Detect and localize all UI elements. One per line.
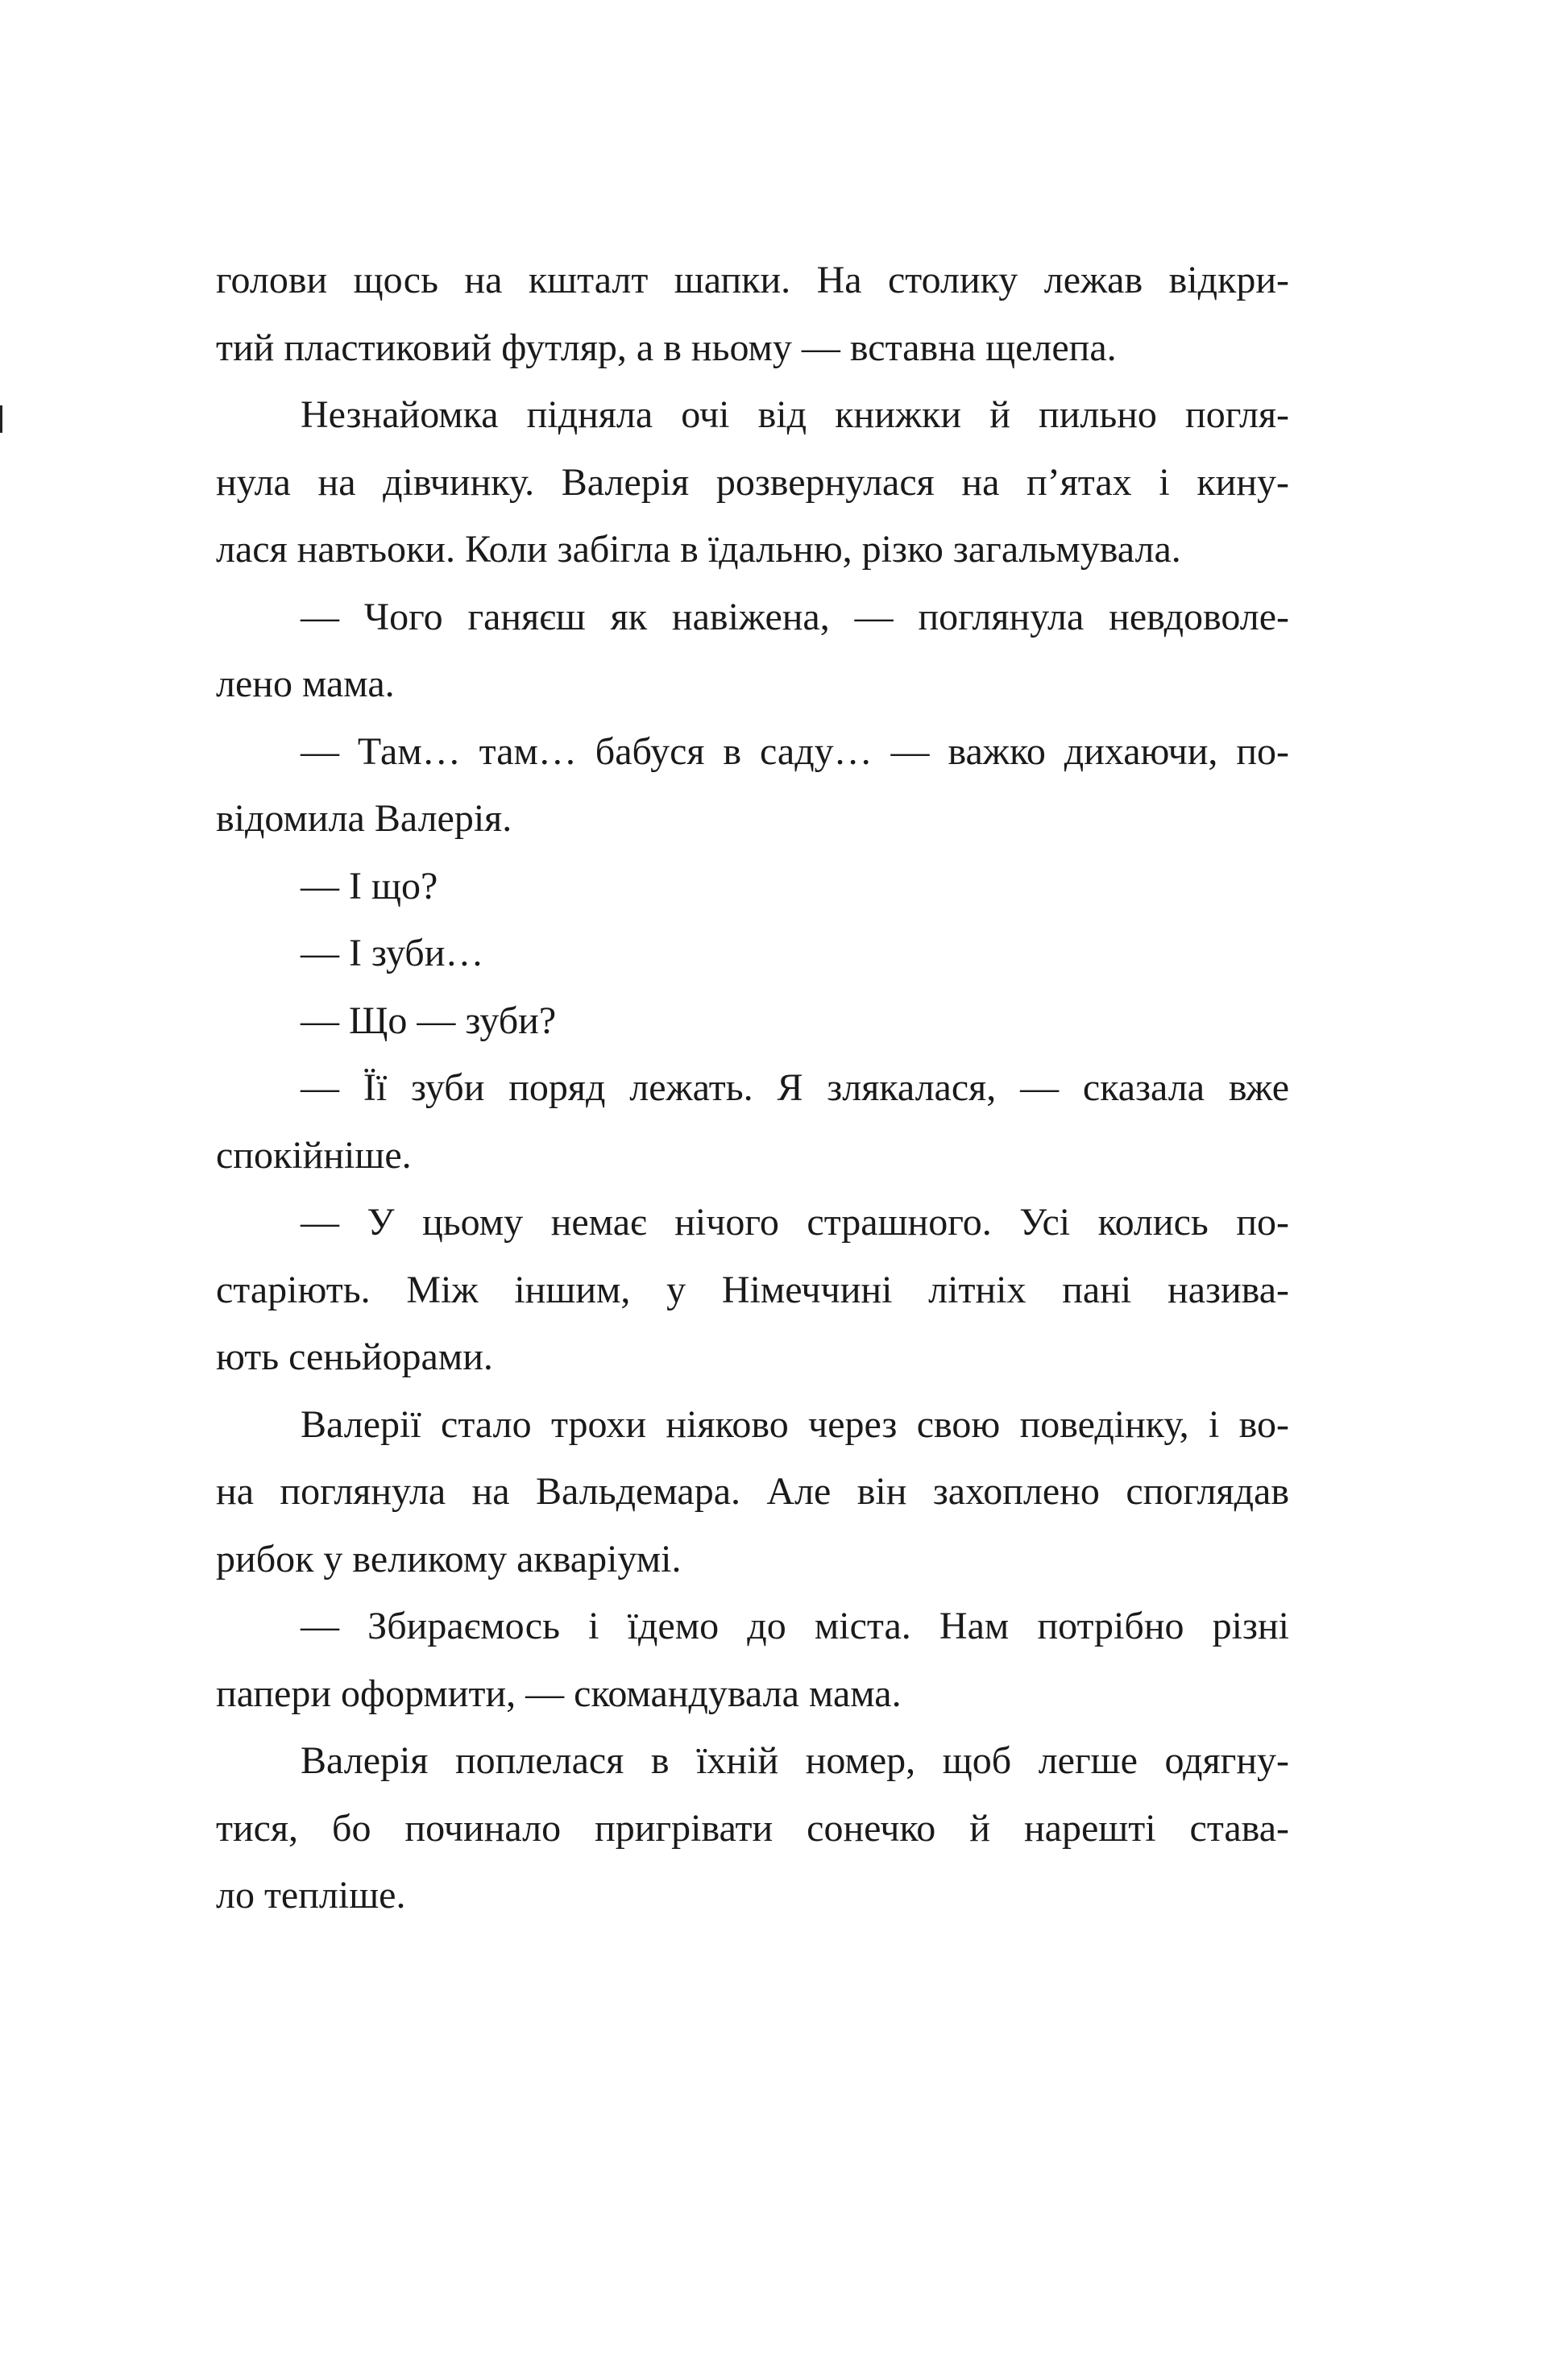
- text-line: папери оформити, — скомандувала мама.: [216, 1672, 902, 1715]
- paragraph: [216, 1391, 1289, 1593]
- text-line: — Що — зуби?: [301, 999, 557, 1042]
- paragraph: [216, 584, 1289, 718]
- text-line: на поглянула на Вальдемара. Але він захоплено споглядав: [216, 1470, 1289, 1513]
- text-line: старіють. Між іншим, у Німеччині літніх пані назива-: [216, 1268, 1289, 1311]
- text-line: ло тепліше.: [216, 1874, 406, 1917]
- text-line: — Чого ганяєш як навіжена, — поглянула невдоволе-: [301, 595, 1289, 638]
- paragraph: [216, 718, 1289, 853]
- text-line: ють сеньйорами.: [216, 1335, 493, 1378]
- crop-mark: [0, 405, 2, 433]
- paragraph: [216, 1727, 1289, 1929]
- text-line: — У цьому немає нічого страшного. Усі колись по-: [301, 1201, 1289, 1244]
- text-line: тий пластиковий футляр, а в ньому — вставна щелепа.: [216, 326, 1117, 369]
- text-line: спокійніше.: [216, 1133, 412, 1177]
- paragraph: [216, 1054, 1289, 1189]
- text-line: нула на дівчинку. Валерія розвернулася на п’ятах і кину-: [216, 460, 1289, 504]
- text-line: Валерія поплелася в їхній номер, щоб легше одягну-: [301, 1739, 1289, 1782]
- paragraph: [216, 247, 1289, 381]
- paragraph: [216, 1189, 1289, 1391]
- text-line: — І зуби…: [301, 932, 484, 974]
- paragraph: [216, 853, 1289, 920]
- paragraph: [216, 920, 1289, 987]
- text-line: Валерії стало трохи ніяково через свою поведінку, і во-: [301, 1402, 1289, 1446]
- text-line: Незнайомка підняла очі від книжки й пильно погля-: [301, 393, 1289, 436]
- paragraph: [216, 1593, 1289, 1727]
- text-line: — Там… там… бабуся в саду… — важко дихаючи, по-: [301, 729, 1289, 773]
- text-line: лася навтьоки. Коли забігла в їдальню, різко загальмувала.: [216, 528, 1181, 571]
- text-line: — Збираємось і їдемо до міста. Нам потрібно різні: [301, 1605, 1289, 1647]
- text-line: тися, бо починало пригрівати сонечко й нарешті става-: [216, 1806, 1289, 1850]
- paragraph: [216, 381, 1289, 584]
- text-line: відомила Валерія.: [216, 797, 512, 840]
- paragraph: [216, 987, 1289, 1055]
- text-line: рибок у великому акваріумі.: [216, 1537, 682, 1580]
- body-text: [216, 247, 1289, 1929]
- text-line: — Її зуби поряд лежать. Я злякалася, — сказала вже: [301, 1066, 1289, 1109]
- text-line: голови щось на кшталт шапки. На столику лежав відкри-: [216, 259, 1289, 301]
- text-line: — І що?: [301, 864, 438, 908]
- text-line: лено мама.: [216, 662, 395, 705]
